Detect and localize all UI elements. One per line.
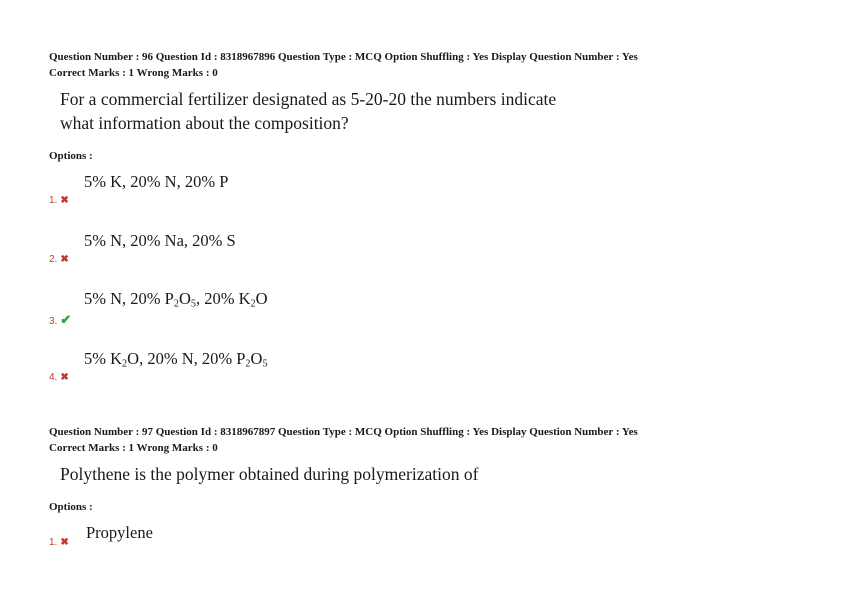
question-97-options-label: Options : — [49, 501, 93, 513]
q97-option-1-text-part: Propylene — [86, 523, 153, 542]
question-96-text-line1: For a commercial fertilizer designated as 5-20-20 the numbers indicate — [60, 89, 557, 109]
question-97-text — [60, 462, 680, 486]
q96-option-2-text — [84, 231, 236, 251]
wrong-mark-icon: ✖ — [60, 254, 69, 265]
question-97-meta-line2: Correct Marks : 1 Wrong Marks : 0 — [49, 442, 218, 454]
q96-option-3-number — [49, 312, 71, 328]
question-96-meta-line2: Correct Marks : 1 Wrong Marks : 0 — [49, 67, 218, 79]
q96-option-4-subscript: 2 — [245, 358, 251, 370]
q96-option-1-number-label: 1. — [49, 195, 58, 206]
q96-option-3-text-part: O — [255, 289, 268, 308]
q96-option-3-text-part: 5% N, 20% P — [84, 289, 174, 308]
q96-option-4-text — [84, 349, 268, 370]
q97-option-1-number — [49, 537, 69, 548]
q96-option-3-subscript: 2 — [250, 298, 256, 310]
q96-option-2-text-part: 5% N, 20% Na, 20% S — [84, 231, 236, 250]
q96-option-4-text-part: O, 20% N, 20% P — [127, 349, 246, 368]
q96-option-3-text — [84, 289, 268, 310]
q97-option-1-text — [86, 523, 153, 543]
q96-option-4-number — [49, 372, 69, 383]
q96-option-3-subscript: 2 — [173, 298, 179, 310]
q96-option-4-text-part: 5% K — [84, 349, 123, 368]
question-96-text — [60, 87, 680, 135]
q96-option-3-subscript: 5 — [190, 298, 196, 310]
q96-option-4-text-part: O — [250, 349, 263, 368]
q96-option-1-text — [84, 172, 228, 192]
wrong-mark-icon: ✖ — [60, 372, 69, 383]
q96-option-4-number-label: 4. — [49, 372, 58, 383]
question-96-meta-line1: Question Number : 96 Question Id : 8318967896 Question Type : MCQ Option Shuffling : Yes Display Question Number : Yes — [49, 51, 638, 63]
question-97-text-line1: Polythene is the polymer obtained during polymerization of — [60, 464, 479, 484]
wrong-mark-icon: ✖ — [60, 537, 69, 548]
q96-option-3-text-part: , 20% K — [195, 289, 251, 308]
q96-option-2-number — [49, 254, 69, 265]
q97-option-1-number-label: 1. — [49, 537, 58, 548]
question-96-options-label: Options : — [49, 150, 93, 162]
question-96-text-line2: what information about the composition? — [60, 113, 349, 133]
question-97-meta-line1: Question Number : 97 Question Id : 8318967897 Question Type : MCQ Option Shuffling : Yes Display Question Number : Yes — [49, 426, 638, 438]
q96-option-1-text-part: 5% K, 20% N, 20% P — [84, 172, 229, 191]
check-mark-icon: ✔ — [60, 312, 72, 327]
q96-option-3-text-part: O — [178, 289, 191, 308]
q96-option-3-number-label: 3. — [49, 316, 58, 327]
q96-option-1-number — [49, 195, 69, 206]
q96-option-4-subscript: 2 — [122, 358, 128, 370]
q96-option-2-number-label: 2. — [49, 254, 58, 265]
q96-option-4-subscript: 5 — [262, 358, 268, 370]
wrong-mark-icon: ✖ — [60, 195, 69, 206]
